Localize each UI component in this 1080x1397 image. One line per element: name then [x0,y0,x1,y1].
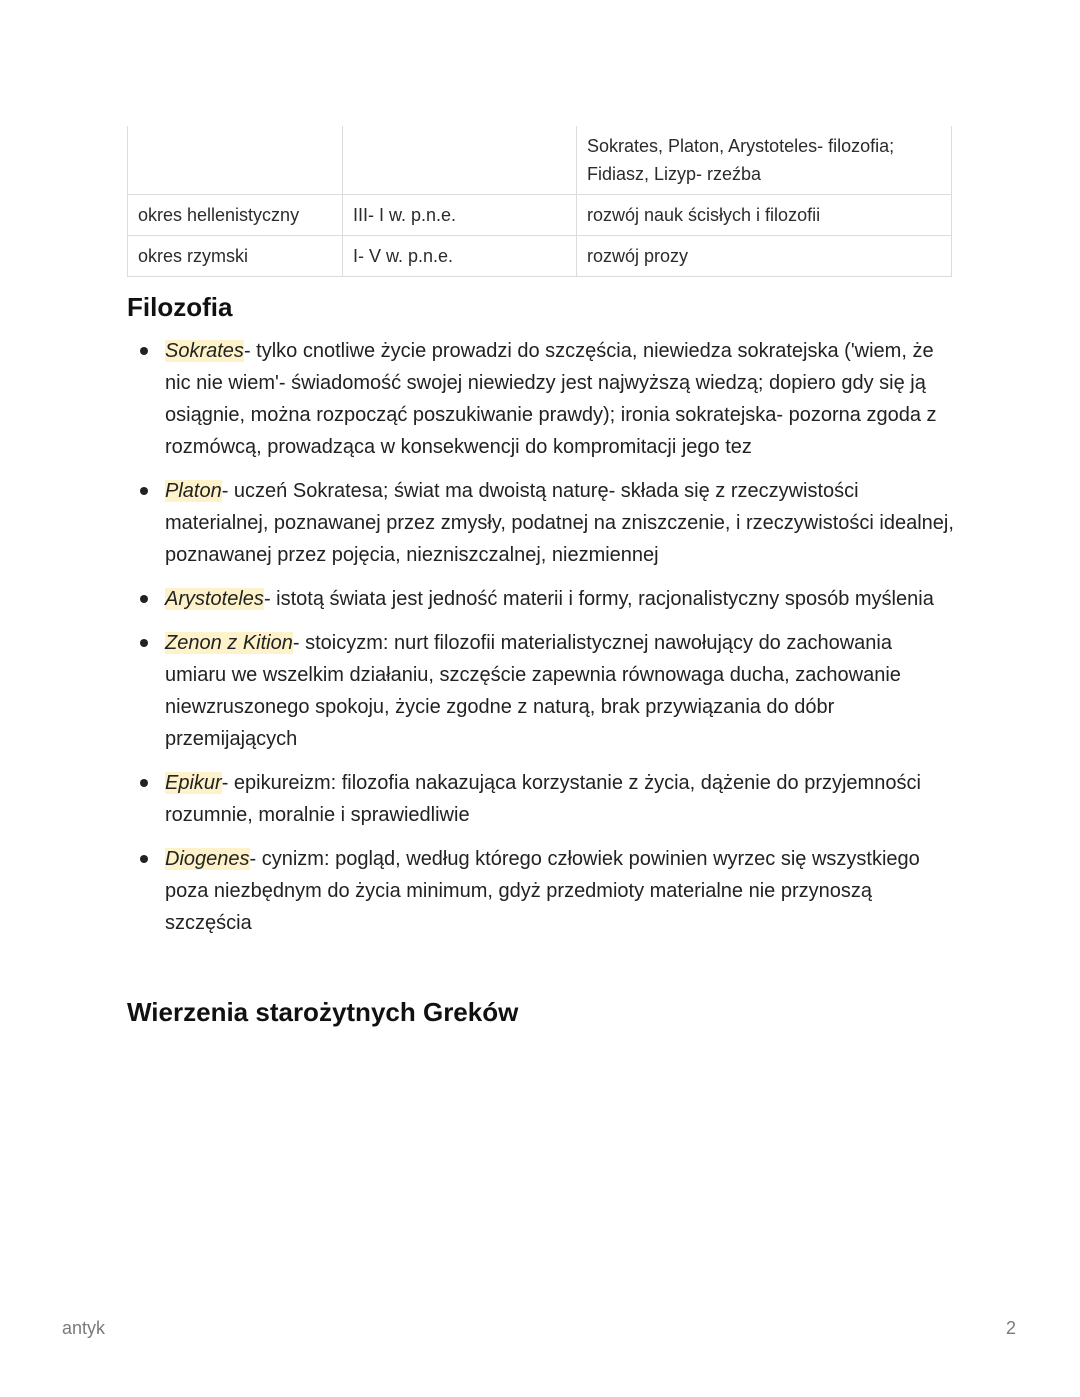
bullet-icon [140,639,148,647]
list-item [127,843,957,939]
table-cell-line: rozwój prozy [587,246,689,266]
philosopher-name: Diogenes [165,848,250,870]
table-cell [128,126,343,195]
bullet-icon [140,855,148,863]
bullet-icon [140,487,148,495]
page-number: 2 [1005,1318,1016,1338]
philosopher-description: - tylko cnotliwe życie prowadzi do szczęścia, niewiedza sokratejska ('wiem, że nic nie wiem'- świadomość swojej niewiedzy jest najwyższą wiedzą; dopiero gdy się ją osiągnie, można rozpocząć poszukiwanie prawdy); ironia sokratejska- pozorna zgoda z rozmówcą, prowadząca w konsekwencji do kompromitacji jego tez [165,340,937,458]
table-row [128,236,952,277]
section-heading-wierzenia: Wierzenia starożytnych Greków [127,997,519,1027]
table-cell: okres rzymski [128,236,343,277]
table-cell: III- I w. p.n.e. [343,195,577,236]
philosopher-name: Sokrates [165,340,244,362]
philosopher-description: - epikureizm: filozofia nakazująca korzystanie z życia, dążenie do przyjemności rozumnie, moralnie i sprawiedliwie [165,772,921,826]
list-item [127,335,957,463]
table-cell [577,195,952,236]
periods-table [127,126,952,277]
philosopher-name: Epikur [165,772,222,794]
list-item [127,583,957,615]
philosopher-description: - istotą świata jest jedność materii i formy, racjonalistyczny sposób myślenia [263,588,934,610]
philosopher-name: Arystoteles [165,588,264,610]
philosopher-description: - stoicyzm: nurt filozofii materialistycznej nawołujący do zachowania umiaru we wszelkim działaniu, szczęście zapewnia równowaga ducha, zachowanie niewzruszonego spokoju, życie zgodne z naturą, brak przywiązania do dóbr przemijających [165,632,901,750]
philosopher-description: - uczeń Sokratesa; świat ma dwoistą naturę- składa się z rzeczywistości materialnej, poznawanej przez zmysły, podatnej na zniszczenie, i rzeczywistości idealnej, poznawanej przez pojęcia, niezniszczalnej, niezmiennej [165,480,954,566]
table-cell-line: Fidiasz, Lizyp- rzeźba [587,164,762,184]
philosopher-name: Platon [165,480,222,502]
table-row [128,195,952,236]
footer-document-title: antyk [62,1318,106,1338]
table-cell [577,126,952,195]
table-cell: okres hellenistyczny [128,195,343,236]
list-item [127,627,957,755]
list-item [127,767,957,831]
list-item [127,475,957,571]
section-heading-filozofia: Filozofia [127,292,233,322]
table-cell-line: rozwój nauk ścisłych i filozofii [587,205,821,225]
table-cell [343,126,577,195]
bullet-icon [140,595,148,603]
philosopher-description: - cynizm: pogląd, według którego człowiek powinien wyrzec się wszystkiego poza niezbędnym do życia minimum, gdyż przedmioty materialne nie przynoszą szczęścia [165,848,920,934]
table-row [128,126,952,195]
table-cell [577,236,952,277]
table-cell-line: Sokrates, Platon, Arystoteles- filozofia; [587,136,895,156]
table-cell: I- V w. p.n.e. [343,236,577,277]
philosophers-list [127,335,957,951]
bullet-icon [140,779,148,787]
philosopher-name: Zenon z Kition [165,632,293,654]
bullet-icon [140,347,148,355]
